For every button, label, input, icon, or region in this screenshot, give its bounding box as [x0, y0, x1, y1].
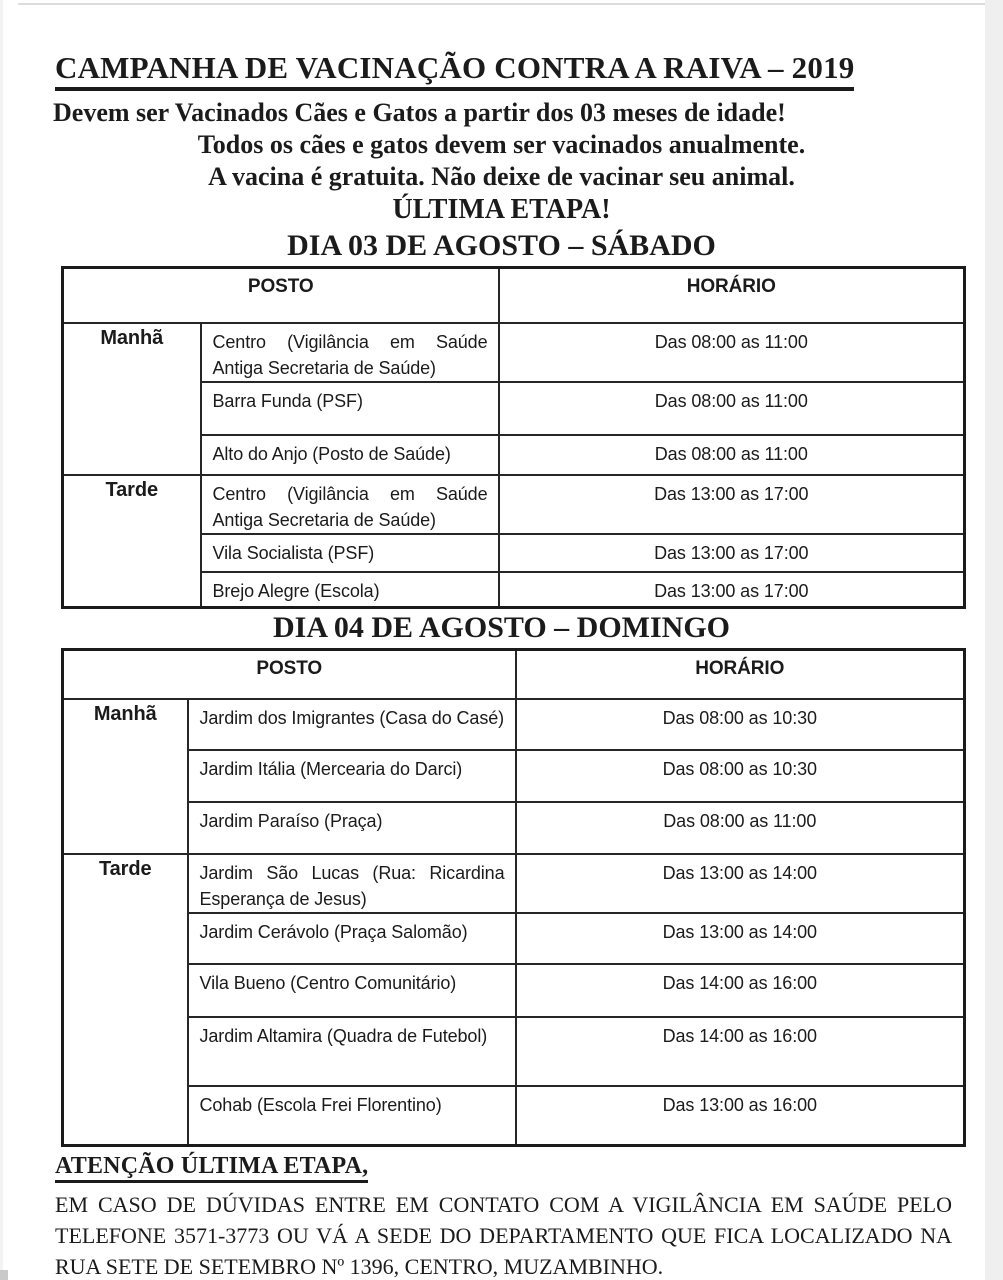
column-header-horario: HORÁRIO	[516, 650, 965, 699]
horario-cell: Das 08:00 as 11:00	[499, 323, 965, 382]
scan-edge-left	[0, 0, 3, 1280]
footer-heading: ATENÇÃO ÚLTIMA ETAPA,	[55, 1153, 368, 1183]
table-row	[63, 802, 965, 854]
horario-cell: Das 14:00 as 16:00	[516, 1017, 965, 1086]
posto-cell: Barra Funda (PSF)	[201, 382, 499, 435]
posto-cell: Jardim dos Imigrantes (Casa do Casé)	[188, 699, 516, 750]
column-header-posto: POSTO	[63, 650, 516, 699]
period-cell: Tarde	[63, 854, 188, 1146]
table-header-row	[63, 650, 965, 699]
table-row	[63, 1017, 965, 1086]
scan-edge-right	[985, 0, 1003, 1280]
posto-cell: Alto do Anjo (Posto de Saúde)	[201, 435, 499, 475]
posto-cell: Vila Bueno (Centro Comunitário)	[188, 964, 516, 1017]
table-row	[63, 475, 965, 534]
column-header-posto: POSTO	[63, 268, 499, 323]
horario-cell: Das 13:00 as 14:00	[516, 913, 965, 964]
posto-cell: Jardim Paraíso (Praça)	[188, 802, 516, 854]
posto-cell: Jardim São Lucas (Rua: Ricardina Esperança de Jesus)	[188, 854, 516, 913]
last-stage-line: ÚLTIMA ETAPA!	[392, 194, 611, 225]
day-title: DIA 04 DE AGOSTO – DOMINGO	[272, 611, 731, 644]
table-row	[63, 750, 965, 802]
subtitle-line-2: Todos os cães e gatos devem ser vacinados anualmente.	[197, 130, 806, 159]
horario-cell: Das 08:00 as 11:00	[499, 382, 965, 435]
posto-cell: Brejo Alegre (Escola)	[201, 572, 499, 608]
table-row	[63, 964, 965, 1017]
subtitle-line-1: Devem ser Vacinados Cães e Gatos a partir dos 03 meses de idade!	[53, 98, 786, 127]
horario-cell: Das 13:00 as 14:00	[516, 854, 965, 913]
posto-cell: Vila Socialista (PSF)	[201, 534, 499, 572]
table-row	[63, 1086, 965, 1146]
schedule-table	[61, 266, 966, 609]
posto-cell: Centro (Vigilância em Saúde Antiga Secretaria de Saúde)	[201, 323, 499, 382]
horario-cell: Das 08:00 as 11:00	[516, 802, 965, 854]
period-cell: Manhã	[63, 699, 188, 854]
period-cell: Tarde	[63, 475, 201, 608]
page-title: CAMPANHA DE VACINAÇÃO CONTRA A RAIVA – 2019	[55, 50, 854, 91]
horario-cell: Das 13:00 as 17:00	[499, 534, 965, 572]
horario-cell: Das 08:00 as 11:00	[499, 435, 965, 475]
scan-edge-corner	[0, 1270, 8, 1280]
posto-cell: Jardim Cerávolo (Praça Salomão)	[188, 913, 516, 964]
horario-cell: Das 08:00 as 10:30	[516, 699, 965, 750]
horario-cell: Das 14:00 as 16:00	[516, 964, 965, 1017]
document-footer	[55, 1153, 952, 1280]
horario-cell: Das 13:00 as 16:00	[516, 1086, 965, 1146]
footer-paragraph: EM CASO DE DÚVIDAS ENTRE EM CONTATO COM A VIGILÂNCIA EM SAÚDE PELO TELEFONE 3571-3773 OU VÁ A SEDE DO DEPARTAMENTO QUE FICA LOCALIZADO NA RUA SETE DE SETEMBRO Nº 1396, CENTRO, MUZAMBINHO.	[55, 1192, 952, 1279]
posto-cell: Jardim Itália (Mercearia do Darci)	[188, 750, 516, 802]
horario-cell: Das 08:00 as 10:30	[516, 750, 965, 802]
subtitle-line-3: A vacina é gratuita. Não deixe de vacinar seu animal.	[208, 162, 795, 191]
scan-edge-top	[18, 3, 1003, 5]
table-row	[63, 854, 965, 913]
column-header-horario: HORÁRIO	[499, 268, 965, 323]
posto-cell: Cohab (Escola Frei Florentino)	[188, 1086, 516, 1146]
table-header-row	[63, 268, 965, 323]
document-header	[0, 0, 1003, 227]
posto-cell: Jardim Altamira (Quadra de Futebol)	[188, 1017, 516, 1086]
table-row	[63, 323, 965, 382]
period-cell: Manhã	[63, 323, 201, 475]
table-row	[63, 699, 965, 750]
horario-cell: Das 13:00 as 17:00	[499, 572, 965, 608]
schedule-table	[61, 648, 966, 1147]
schedule-tables-area	[0, 229, 1003, 1147]
posto-cell: Centro (Vigilância em Saúde Antiga Secretaria de Saúde)	[201, 475, 499, 534]
table-row	[63, 913, 965, 964]
horario-cell: Das 13:00 as 17:00	[499, 475, 965, 534]
day-title: DIA 03 DE AGOSTO – SÁBADO	[287, 229, 716, 262]
